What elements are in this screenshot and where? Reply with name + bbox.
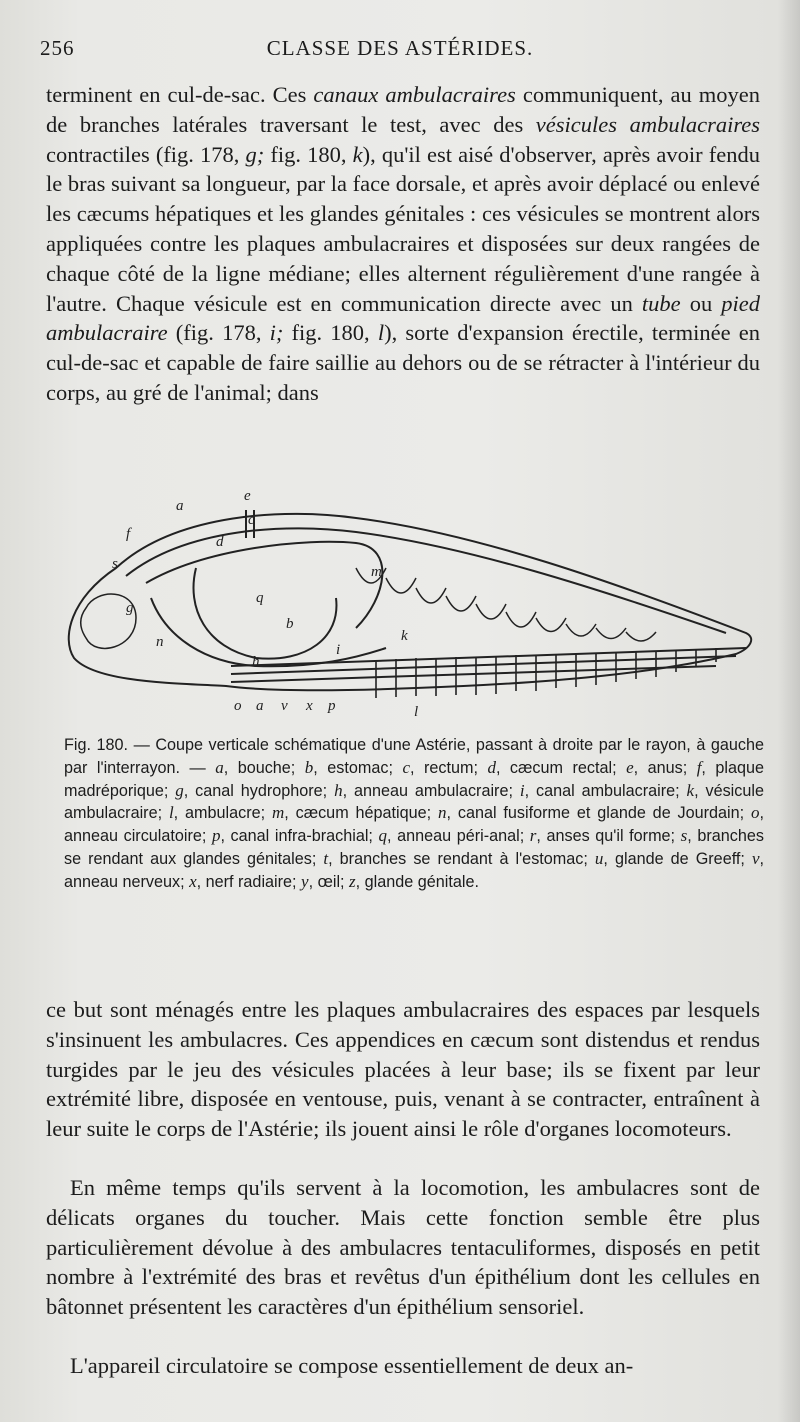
figure-label-c: c — [248, 512, 255, 528]
figure-label-a: a — [176, 498, 184, 514]
figure-caption: Fig. 180. — Coupe verticale schématique d'une Astérie, passant à droite par le rayon, à gauche par l'interrayon. — a, bouche; b, estomac; c, rectum; d, cæcum rectal; e, anus; f, plaque madréporique; g, canal hydrophore; h, anneau ambulacraire; i, canal ambulacraire; k, vésicule ambulacraire; l, ambulacre; m, cæcum hépatique; n, canal fusiforme et glande de Jourdain; o, anneau circulatoire; p, canal infra-brachial; q, anneau péri-anal; r, anses qu'il forme; s, branches se rendant aux glandes génitales; t, branches se rendant à l'estomac; u, glande de Greeff; v, anneau nerveux; x, nerf radiaire; y, œil; z, glande génitale. — [64, 736, 765, 891]
figure-label-q: q — [256, 590, 264, 606]
paragraph-2: ce but sont ménagés entre les plaques ambulacraires des espaces par lesquels s'insinuent les ambulacres. Ces appendices en cæcum sont distendus et rendus turgides par le jeu des vésicules placées à leur base; ils se fixent par leur extrémité libre, disposée en ventouse, puis, venant à se contracter, entraînent à leur suite le corps de l'Astérie; ils jouent ainsi le rôle d'organes locomoteurs. — [46, 997, 760, 1142]
figure-label-b: b — [286, 616, 294, 632]
running-title: CLASSE DES ASTÉRIDES. — [266, 36, 534, 60]
page-edge-shadow — [778, 0, 800, 1422]
page-header — [40, 36, 760, 66]
figure-label-s: s — [112, 556, 118, 572]
figure-label-o: o — [234, 698, 242, 714]
paragraph-1: terminent en cul-de-sac. Ces canaux ambulacraires communiquent, au moyen de branches latérales traversant le test, avec des vésicules ambulacraires contractiles (fig. 178, g; fig. 180, k), qu'il est aisé d'observer, après avoir fendu le bras suivant sa longueur, par la face dorsale, et après avoir déplacé ou enlevé les cæcums hépatiques et les glandes génitales : ces vésicules se montrent alors appliquées contre les plaques ambulacraires et disposées sur deux rangées de chaque côté de la ligne médiane; elles alternent régulièrement d'une rangée à l'autre. Chaque vésicule est en communication directe avec un tube ou pied ambulacraire (fig. 178, i; fig. 180, l), sorte d'expansion érectile, terminée en cul-de-sac et capable de faire saillie au dehors ou de se rétracter à l'intérieur du corps, au gré de l'animal; dans — [46, 82, 761, 405]
paragraph-3: En même temps qu'ils servent à la locomotion, les ambulacres sont de délicats organes du toucher. Mais cette fonction semble être plus particulièrement dévolue à des ambulacres tentaculiformes, disposés en petit nombre à l'extrémité des bras et revêtus d'un épithélium dont les cellules en bâtonnet présentent les caractères d'un épithélium sensoriel. — [46, 1175, 760, 1320]
figure-label-p: p — [328, 698, 336, 714]
figure-label-x: x — [306, 698, 313, 714]
starfish-section-drawing — [56, 488, 766, 728]
paragraph-4: L'appareil circulatoire se compose essentiellement de deux an- — [70, 1353, 634, 1378]
figure-label-g: g — [126, 600, 134, 616]
figure-label-i: i — [336, 642, 341, 658]
figure-label-n: n — [156, 634, 164, 650]
figure-label-h: h — [252, 654, 260, 670]
figure-label-v: v — [281, 698, 288, 714]
figure-label-k: k — [401, 628, 408, 644]
figure-label-l: l — [414, 704, 419, 720]
figure-label-m: m — [371, 564, 382, 580]
figure-label-f: f — [126, 526, 131, 542]
figure-label-e: e — [244, 488, 251, 504]
figure-label-a2: a — [256, 698, 264, 714]
figure-label-d: d — [216, 534, 224, 550]
page-number: 256 — [40, 36, 75, 60]
figure-180-illustration — [56, 488, 766, 728]
